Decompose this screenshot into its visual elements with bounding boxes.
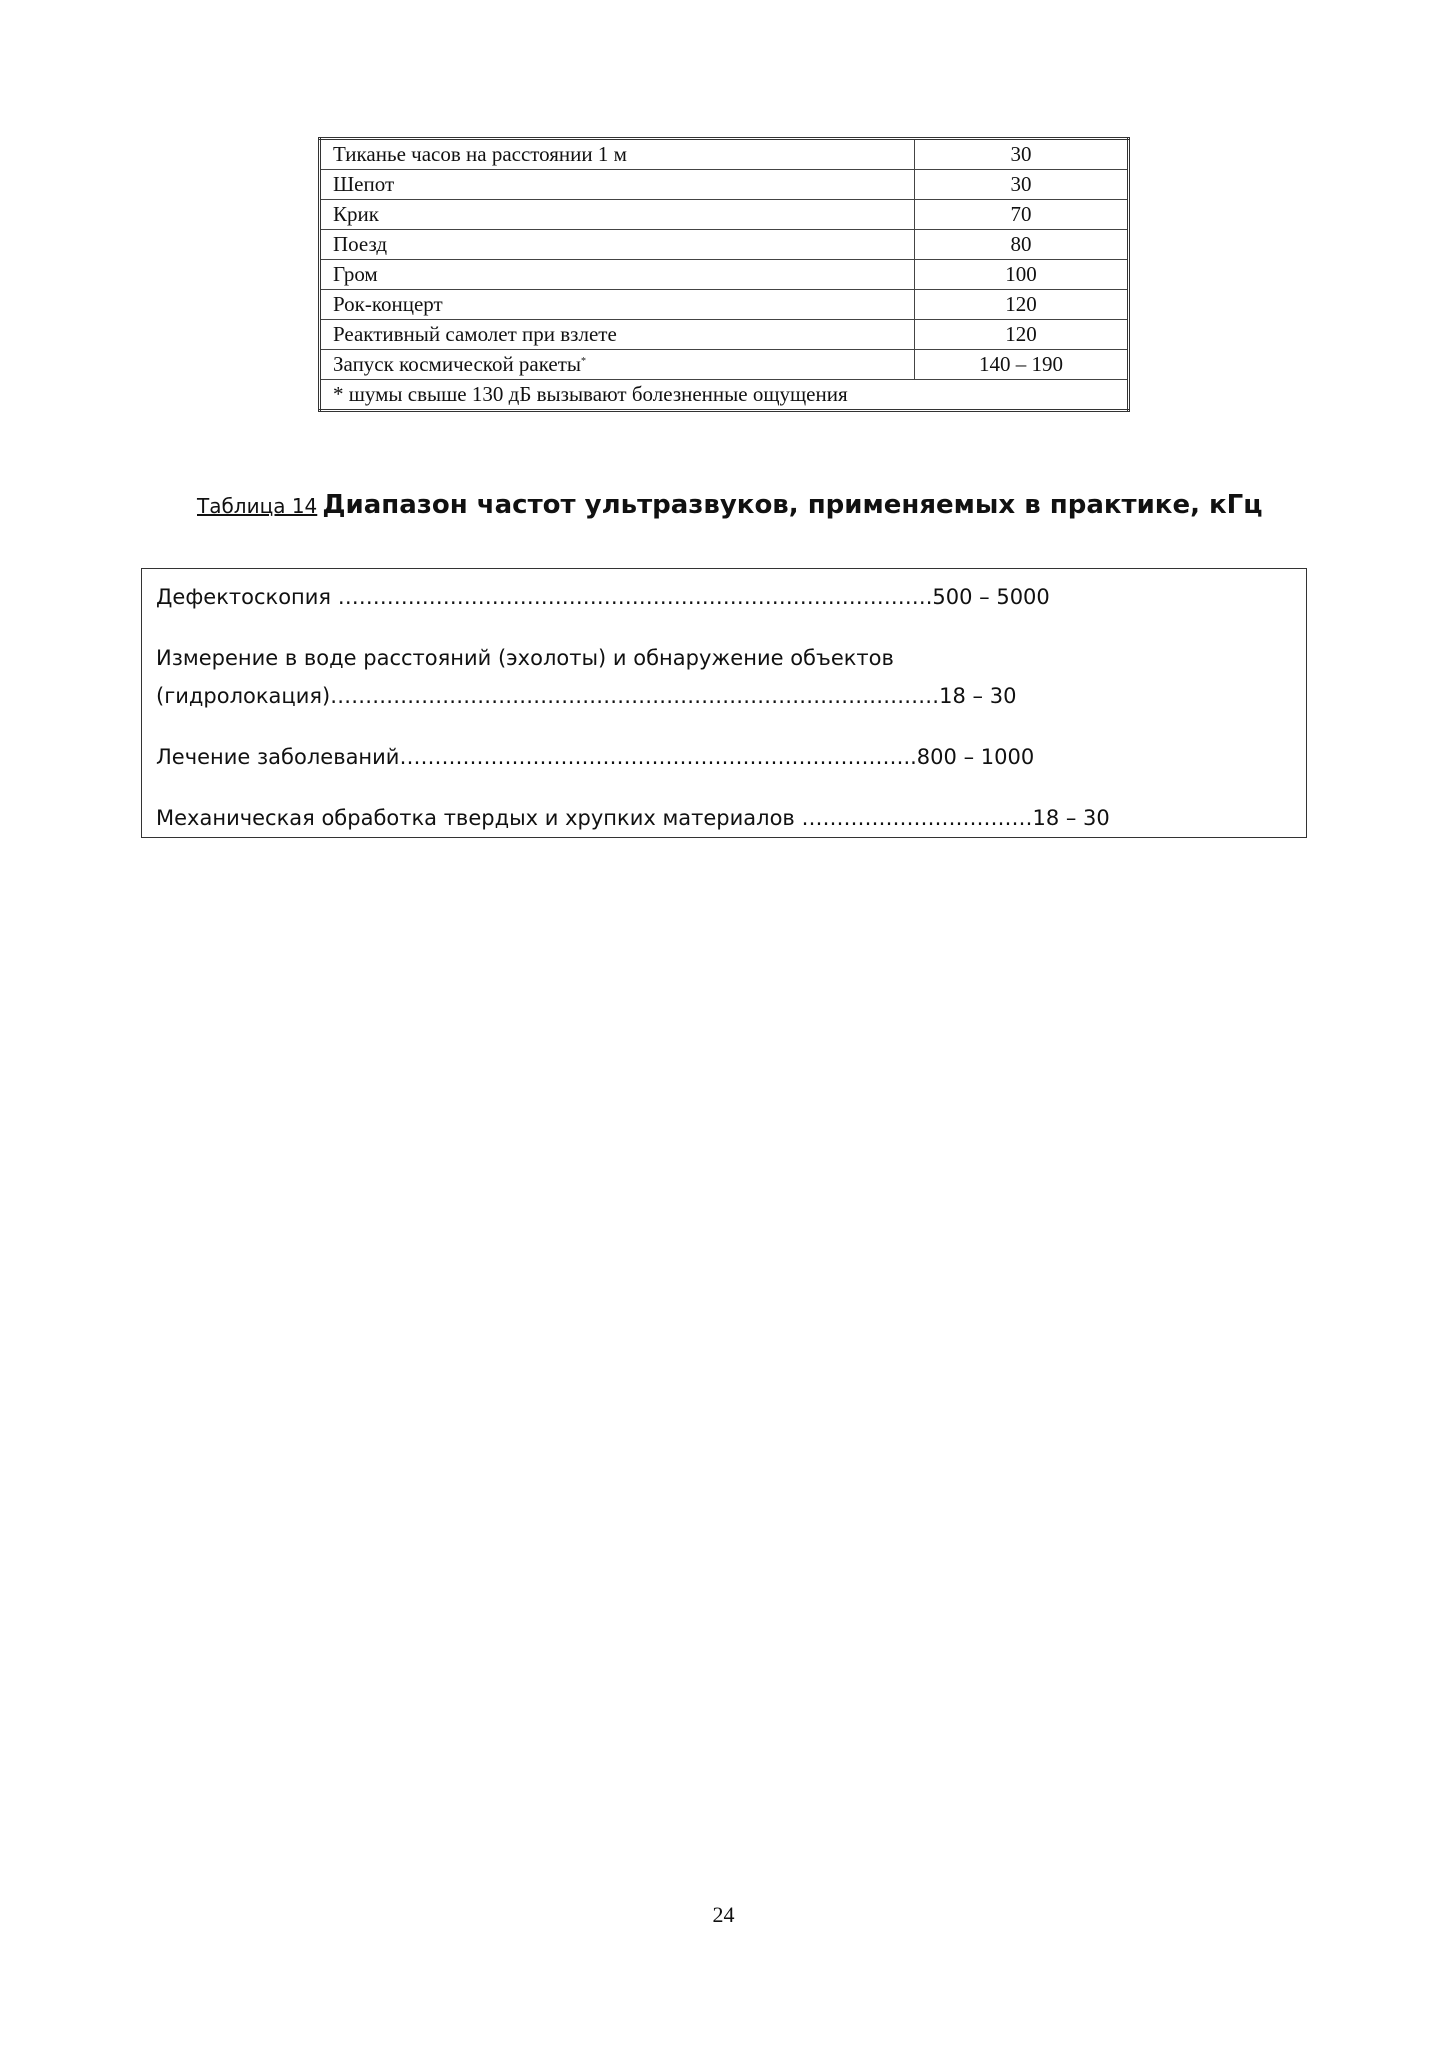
entry-line: Механическая обработка твердых и хрупких материалов ……………………………18 – 30: [156, 806, 1110, 830]
list-item: [156, 578, 1306, 616]
table-row: [320, 200, 1129, 230]
noise-value-cell: 120: [915, 320, 1129, 350]
table-row: [320, 230, 1129, 260]
noise-source-cell: Поезд: [320, 230, 915, 260]
table-row: [320, 320, 1129, 350]
noise-source-cell: Реактивный самолет при взлете: [320, 320, 915, 350]
table-footnote: * шумы свыше 130 дБ вызывают болезненные ощущения: [320, 380, 1129, 411]
page-number: 24: [712, 1902, 735, 1927]
noise-source-cell: Крик: [320, 200, 915, 230]
table-row: [320, 290, 1129, 320]
list-item: [156, 639, 1306, 715]
noise-source-cell: Шепот: [320, 170, 915, 200]
entry-line: Дефектоскопия ………………………………………………………………………….500 – 5000: [156, 585, 1050, 609]
entry-line: (гидролокация)……………………………………………………………………………18 – 30: [156, 684, 1017, 708]
noise-source-cell: Тиканье часов на расстоянии 1 м: [320, 139, 915, 170]
entry-line: Лечение заболеваний………………………………………………………………..800 – 1000: [156, 745, 1035, 769]
noise-source-cell: Рок-концерт: [320, 290, 915, 320]
noise-source-cell: [320, 350, 915, 380]
table-row: [320, 260, 1129, 290]
table-heading: [197, 490, 1297, 520]
table-row: [320, 350, 1129, 380]
noise-level-table: [318, 137, 1130, 412]
entry-line: Измерение в воде расстояний (эхолоты) и обнаружение объектов: [156, 646, 894, 670]
table-title: Диапазон частот ультразвуков, применяемых в практике, кГц: [322, 490, 1263, 520]
noise-value-cell: 70: [915, 200, 1129, 230]
list-item: [156, 799, 1306, 837]
list-item: [156, 738, 1306, 776]
noise-value-cell: 30: [915, 139, 1129, 170]
table-number-label: Таблица 14: [197, 494, 318, 518]
footnote-marker: *: [581, 356, 587, 367]
noise-value-cell: 140 – 190: [915, 350, 1129, 380]
noise-value-cell: 120: [915, 290, 1129, 320]
noise-value-cell: 100: [915, 260, 1129, 290]
table-row: [320, 170, 1129, 200]
ultrasound-frequency-box: [141, 568, 1307, 838]
noise-value-cell: 80: [915, 230, 1129, 260]
noise-source-text: Запуск космической ракеты: [333, 352, 582, 376]
table-footnote-row: [320, 380, 1129, 411]
noise-value-cell: 30: [915, 170, 1129, 200]
noise-source-cell: Гром: [320, 260, 915, 290]
table-row: [320, 139, 1129, 170]
